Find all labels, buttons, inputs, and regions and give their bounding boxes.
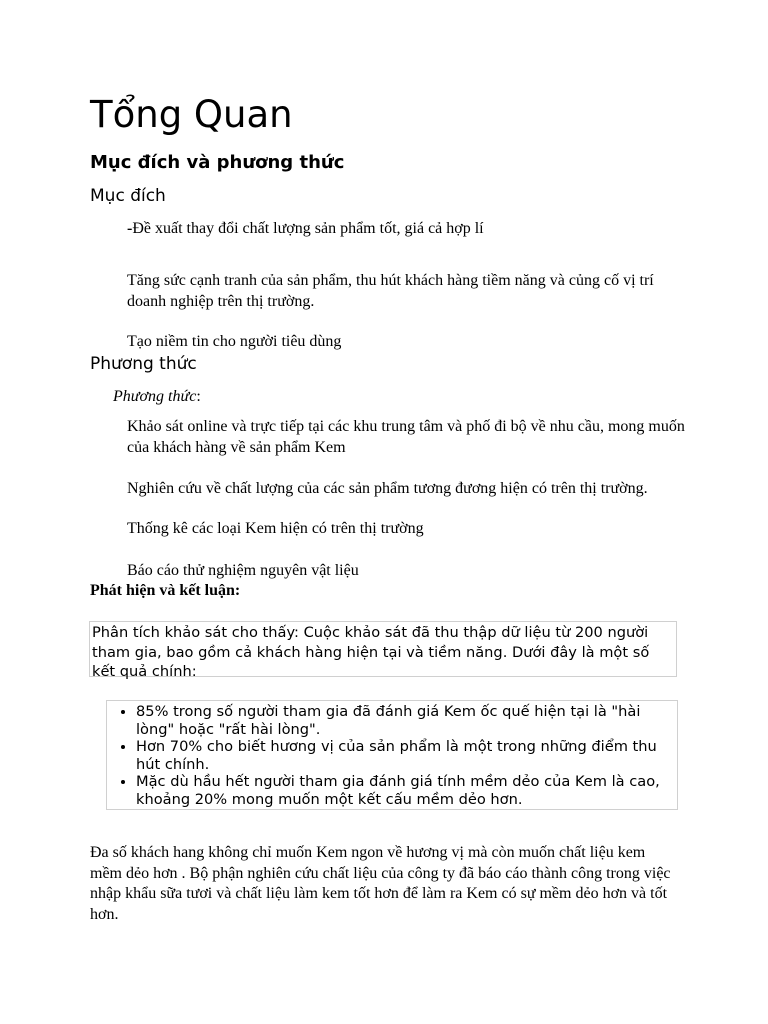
findings-bullet-list [107, 703, 673, 808]
findings-intro-box: Phân tích khảo sát cho thấy: Cuộc khảo sát đã thu thập dữ liệu từ 200 người tham gia, bao gồm cả khách hàng hiện tại và tiềm năng. Dưới đây là một số kết quả chính: [89, 621, 677, 677]
method-item-4: Báo cáo thử nghiệm nguyên vật liệu [127, 562, 359, 579]
purpose-item-1-prefix: - [127, 220, 133, 237]
method-label-suffix: : [196, 388, 201, 405]
method-label-text: Phương thức [113, 388, 197, 405]
purpose-heading: Mục đích [90, 186, 166, 206]
method-label [113, 387, 673, 408]
list-item: • Hơn 70% cho biết hương vị của sản phẩm là một trong những điểm thu hút chính. [136, 738, 673, 773]
method-heading: Phương thức [90, 354, 197, 374]
section-title: Mục đích và phương thức [90, 152, 345, 173]
findings-heading: Phát hiện và kết luận: [90, 582, 241, 599]
findings-bullet-box [106, 700, 678, 810]
purpose-item-1-text: Đề xuất thay đổi chất lượng sản phẩm tốt, giá cả hợp lí [132, 220, 484, 237]
purpose-item-3: Tạo niềm tin cho người tiêu dùng [127, 333, 342, 350]
purpose-item-2: Tăng sức cạnh tranh của sản phẩm, thu hút khách hàng tiềm năng và củng cố vị trí doanh nghiệp trên thị trường. [127, 272, 654, 310]
list-item: • Mặc dù hầu hết người tham gia đánh giá tính mềm dẻo của Kem là cao, khoảng 20% mong muốn một kết cấu mềm dẻo hơn. [136, 773, 673, 808]
method-item-3: Thống kê các loại Kem hiện có trên thị trường [127, 520, 424, 537]
method-item-2: Nghiên cứu về chất lượng của các sản phẩm tương đương hiện có trên thị trường. [127, 480, 648, 497]
purpose-item-1 [127, 219, 687, 240]
conclusion-paragraph: Đa số khách hang không chỉ muốn Kem ngon về hương vị mà còn muốn chất liệu kem mềm dẻo hơn . Bộ phận nghiên cứu chất liệu của công ty đã báo cáo thành công trong việc nhập khẩu sữa tươi và chất liệu làm kem tốt hơn để làm ra Kem có sự mềm dẻo hơn và tốt hơn. [90, 844, 671, 923]
method-item-1: Khảo sát online và trực tiếp tại các khu trung tâm và phố đi bộ về nhu cầu, mong muốn của khách hàng về sản phẩm Kem [127, 418, 685, 456]
list-item: • 85% trong số người tham gia đã đánh giá Kem ốc quế hiện tại là "hài lòng" hoặc "rất hài lòng". [136, 703, 673, 738]
page-title: Tổng Quan [90, 93, 293, 136]
